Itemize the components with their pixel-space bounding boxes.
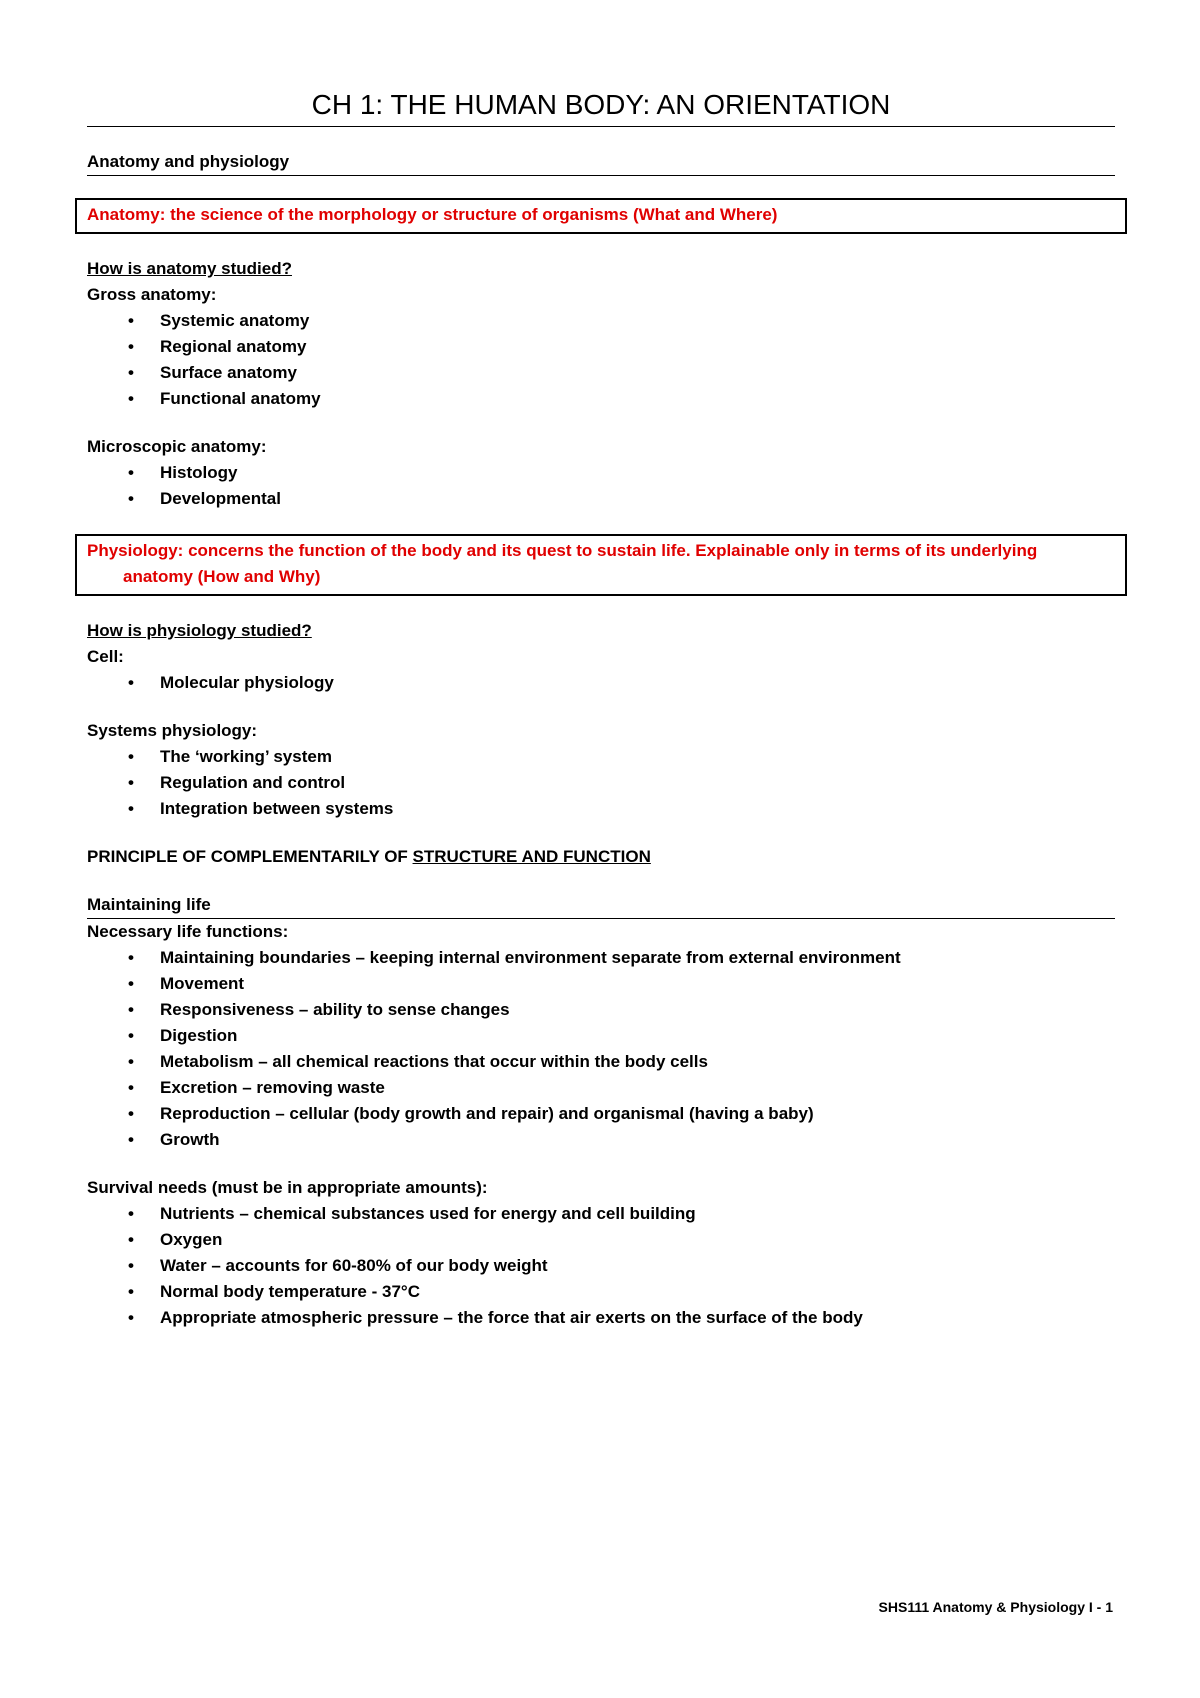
list-item bbox=[87, 945, 1115, 971]
list-item-text: The ‘working’ system bbox=[160, 747, 332, 766]
list-item bbox=[87, 1049, 1115, 1075]
list-item-text: Excretion – removing waste bbox=[160, 1078, 385, 1097]
bullet-icon: • bbox=[128, 948, 134, 967]
list-item-text: Integration between systems bbox=[160, 799, 394, 818]
cell-list bbox=[87, 670, 1115, 696]
list-item-text: Responsiveness – ability to sense changes bbox=[160, 1000, 510, 1019]
list-item bbox=[87, 360, 1115, 386]
life-functions-label: Necessary life functions: bbox=[87, 922, 289, 941]
physiology-study-question: How is physiology studied? bbox=[87, 621, 312, 640]
list-item bbox=[87, 1023, 1115, 1049]
principle-prefix: PRINCIPLE OF COMPLEMENTARILY OF bbox=[87, 847, 413, 866]
list-item-text: Developmental bbox=[160, 489, 281, 508]
list-item bbox=[87, 971, 1115, 997]
list-item bbox=[87, 670, 1115, 696]
gross-anatomy-list bbox=[87, 308, 1115, 412]
list-item-text: Digestion bbox=[160, 1026, 238, 1045]
survival-needs-label: Survival needs (must be in appropriate amounts): bbox=[87, 1178, 488, 1197]
list-item-text: Oxygen bbox=[160, 1230, 223, 1249]
list-item-text: Nutrients – chemical substances used for energy and cell building bbox=[160, 1204, 696, 1223]
list-item-text: Appropriate atmospheric pressure – the force that air exerts on the surface of the body bbox=[160, 1308, 863, 1327]
gross-anatomy-label: Gross anatomy: bbox=[87, 285, 217, 304]
list-item-text: Regulation and control bbox=[160, 773, 346, 792]
bullet-icon: • bbox=[128, 1282, 134, 1301]
list-item-text: Histology bbox=[160, 463, 238, 482]
cell-label: Cell: bbox=[87, 647, 124, 666]
physiology-definition-line-2: anatomy (How and Why) bbox=[123, 567, 321, 586]
bullet-icon: • bbox=[128, 747, 134, 766]
microscopic-anatomy-list bbox=[87, 460, 1115, 512]
list-item bbox=[87, 1279, 1115, 1305]
bullet-icon: • bbox=[128, 463, 134, 482]
list-item bbox=[87, 770, 1115, 796]
page-footer: SHS111 Anatomy & Physiology I - 1 bbox=[878, 1599, 1113, 1615]
list-item bbox=[87, 460, 1115, 486]
systems-physiology-label: Systems physiology: bbox=[87, 721, 258, 740]
list-item bbox=[87, 334, 1115, 360]
list-item-text: Movement bbox=[160, 974, 245, 993]
list-item bbox=[87, 1253, 1115, 1279]
bullet-icon: • bbox=[128, 337, 134, 356]
principle-statement bbox=[87, 844, 1115, 870]
page-title: CH 1: THE HUMAN BODY: AN ORIENTATION bbox=[87, 88, 1115, 127]
list-item-text: Reproduction – cellular (body growth and repair) and organismal (having a baby) bbox=[160, 1104, 814, 1123]
bullet-icon: • bbox=[128, 1000, 134, 1019]
list-item bbox=[87, 997, 1115, 1023]
list-item bbox=[87, 308, 1115, 334]
anatomy-definition-box bbox=[75, 198, 1127, 234]
microscopic-anatomy-label: Microscopic anatomy: bbox=[87, 437, 267, 456]
anatomy-definition: Anatomy: the science of the morphology or structure of organisms (What and Where) bbox=[87, 205, 778, 224]
list-item bbox=[87, 744, 1115, 770]
bullet-icon: • bbox=[128, 1230, 134, 1249]
list-item bbox=[87, 1201, 1115, 1227]
list-item-text: Surface anatomy bbox=[160, 363, 297, 382]
list-item-text: Systemic anatomy bbox=[160, 311, 310, 330]
document-page bbox=[87, 88, 1115, 1331]
principle-underlined: STRUCTURE AND FUNCTION bbox=[412, 847, 651, 866]
bullet-icon: • bbox=[128, 1308, 134, 1327]
list-item bbox=[87, 1305, 1115, 1331]
list-item-text: Functional anatomy bbox=[160, 389, 321, 408]
bullet-icon: • bbox=[128, 489, 134, 508]
list-item bbox=[87, 1227, 1115, 1253]
survival-needs-list bbox=[87, 1201, 1115, 1331]
bullet-icon: • bbox=[128, 1130, 134, 1149]
list-item-text: Metabolism – all chemical reactions that occur within the body cells bbox=[160, 1052, 708, 1071]
systems-physiology-list bbox=[87, 744, 1115, 822]
list-item-text: Water – accounts for 60-80% of our body weight bbox=[160, 1256, 548, 1275]
section-heading-anatomy-physiology: Anatomy and physiology bbox=[87, 149, 1115, 176]
bullet-icon: • bbox=[128, 363, 134, 382]
bullet-icon: • bbox=[128, 673, 134, 692]
list-item bbox=[87, 1127, 1115, 1153]
bullet-icon: • bbox=[128, 799, 134, 818]
bullet-icon: • bbox=[128, 389, 134, 408]
physiology-definition-box bbox=[75, 534, 1127, 596]
list-item bbox=[87, 386, 1115, 412]
list-item bbox=[87, 796, 1115, 822]
bullet-icon: • bbox=[128, 1026, 134, 1045]
physiology-definition-line-1: Physiology: concerns the function of the body and its quest to sustain life. Explainable only in terms of its underlying bbox=[87, 541, 1038, 560]
life-functions-list bbox=[87, 945, 1115, 1153]
bullet-icon: • bbox=[128, 773, 134, 792]
bullet-icon: • bbox=[128, 1256, 134, 1275]
list-item-text: Molecular physiology bbox=[160, 673, 334, 692]
list-item bbox=[87, 486, 1115, 512]
list-item bbox=[87, 1101, 1115, 1127]
section-heading-maintaining-life: Maintaining life bbox=[87, 892, 1115, 919]
list-item-text: Maintaining boundaries – keeping internal environment separate from external environment bbox=[160, 948, 901, 967]
bullet-icon: • bbox=[128, 1104, 134, 1123]
bullet-icon: • bbox=[128, 311, 134, 330]
list-item bbox=[87, 1075, 1115, 1101]
bullet-icon: • bbox=[128, 974, 134, 993]
bullet-icon: • bbox=[128, 1052, 134, 1071]
list-item-text: Normal body temperature - 37°C bbox=[160, 1282, 420, 1301]
anatomy-study-question: How is anatomy studied? bbox=[87, 259, 292, 278]
list-item-text: Growth bbox=[160, 1130, 220, 1149]
bullet-icon: • bbox=[128, 1078, 134, 1097]
bullet-icon: • bbox=[128, 1204, 134, 1223]
list-item-text: Regional anatomy bbox=[160, 337, 307, 356]
